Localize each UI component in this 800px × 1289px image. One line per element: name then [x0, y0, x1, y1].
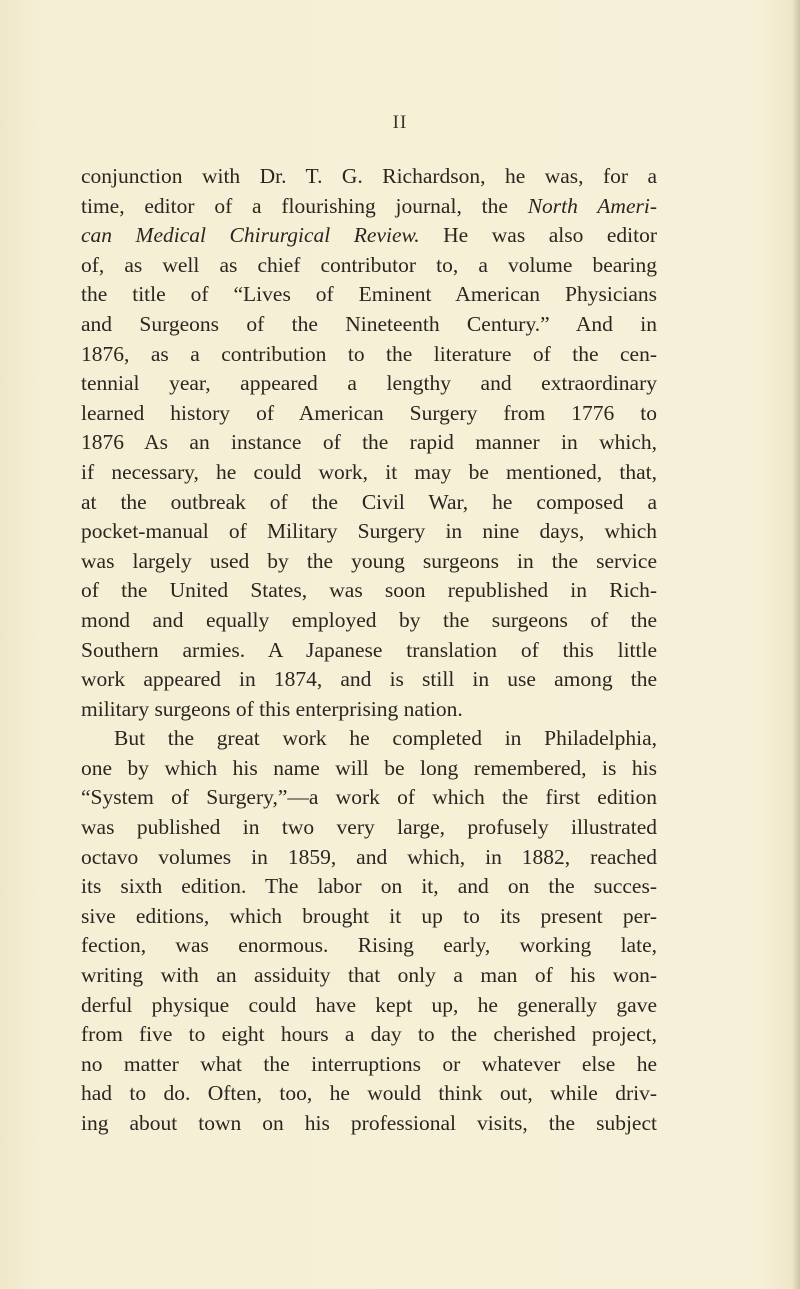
- text-line: tennial year, appeared a lengthy and extraordinary: [81, 371, 657, 396]
- text-line: [81, 192, 657, 222]
- text-line: no matter what the interruptions or whatever else he: [81, 1051, 657, 1076]
- text-line-part: time, editor of a flourishing journal, the: [81, 193, 528, 218]
- text-line: if necessary, he could work, it may be mentioned, that,: [81, 459, 657, 484]
- text-line: 1876, as a contribution to the literature of the cen-: [81, 341, 657, 366]
- page-number: II: [392, 112, 408, 133]
- text-line: sive editions, which brought it up to its present per-: [81, 903, 657, 928]
- text-line: pocket-manual of Military Surgery in nine days, which: [81, 519, 657, 544]
- text-line: work appeared in 1874, and is still in use among the: [81, 667, 657, 692]
- text-line: from five to eight hours a day to the cherished project,: [81, 1022, 657, 1047]
- text-line: was largely used by the young surgeons in the service: [81, 548, 657, 573]
- text-line: was published in two very large, profusely illustrated: [81, 815, 657, 840]
- text-line: and Surgeons of the Nineteenth Century.” And in: [81, 311, 657, 336]
- text-line: its sixth edition. The labor on it, and on the succes-: [81, 874, 657, 899]
- text-line: of, as well as chief contributor to, a volume bearing: [81, 252, 657, 277]
- body-text: [81, 162, 657, 1139]
- text-line: But the great work he completed in Philadelphia,: [114, 726, 657, 751]
- text-line: learned history of American Surgery from 1776 to: [81, 400, 657, 425]
- text-line: conjunction with Dr. T. G. Richardson, he was, for a: [81, 164, 657, 188]
- journal-title-part: can Medical Chirurgical Review.: [81, 223, 420, 248]
- text-line: [81, 221, 657, 251]
- text-line: at the outbreak of the Civil War, he composed a: [81, 489, 657, 514]
- text-line: derful physique could have kept up, he generally gave: [81, 992, 657, 1017]
- text-line: writing with an assiduity that only a man of his won-: [81, 963, 657, 988]
- text-line-part: He was also editor: [419, 223, 657, 248]
- text-line: Southern armies. A Japanese translation of this little: [81, 637, 657, 662]
- text-line: military surgeons of this enterprising nation.: [81, 696, 463, 721]
- text-line: ing about town on his professional visits, the subject: [81, 1111, 657, 1135]
- text-line: of the United States, was soon republished in Rich-: [81, 578, 657, 603]
- text-line: mond and equally employed by the surgeons of the: [81, 607, 657, 632]
- text-line: 1876 As an instance of the rapid manner in which,: [81, 430, 657, 455]
- text-line: fection, was enormous. Rising early, working late,: [81, 933, 657, 958]
- page-edge-shadow: [792, 0, 800, 1289]
- journal-title-part: North Ameri-: [527, 193, 657, 218]
- text-line: the title of “Lives of Eminent American Physicians: [81, 282, 657, 307]
- text-line: had to do. Often, too, he would think out, while driv-: [81, 1081, 657, 1106]
- text-line: one by which his name will be long remembered, is his: [81, 755, 657, 780]
- text-line: octavo volumes in 1859, and which, in 1882, reached: [81, 844, 657, 869]
- text-line: “System of Surgery,”—a work of which the first edition: [81, 785, 657, 810]
